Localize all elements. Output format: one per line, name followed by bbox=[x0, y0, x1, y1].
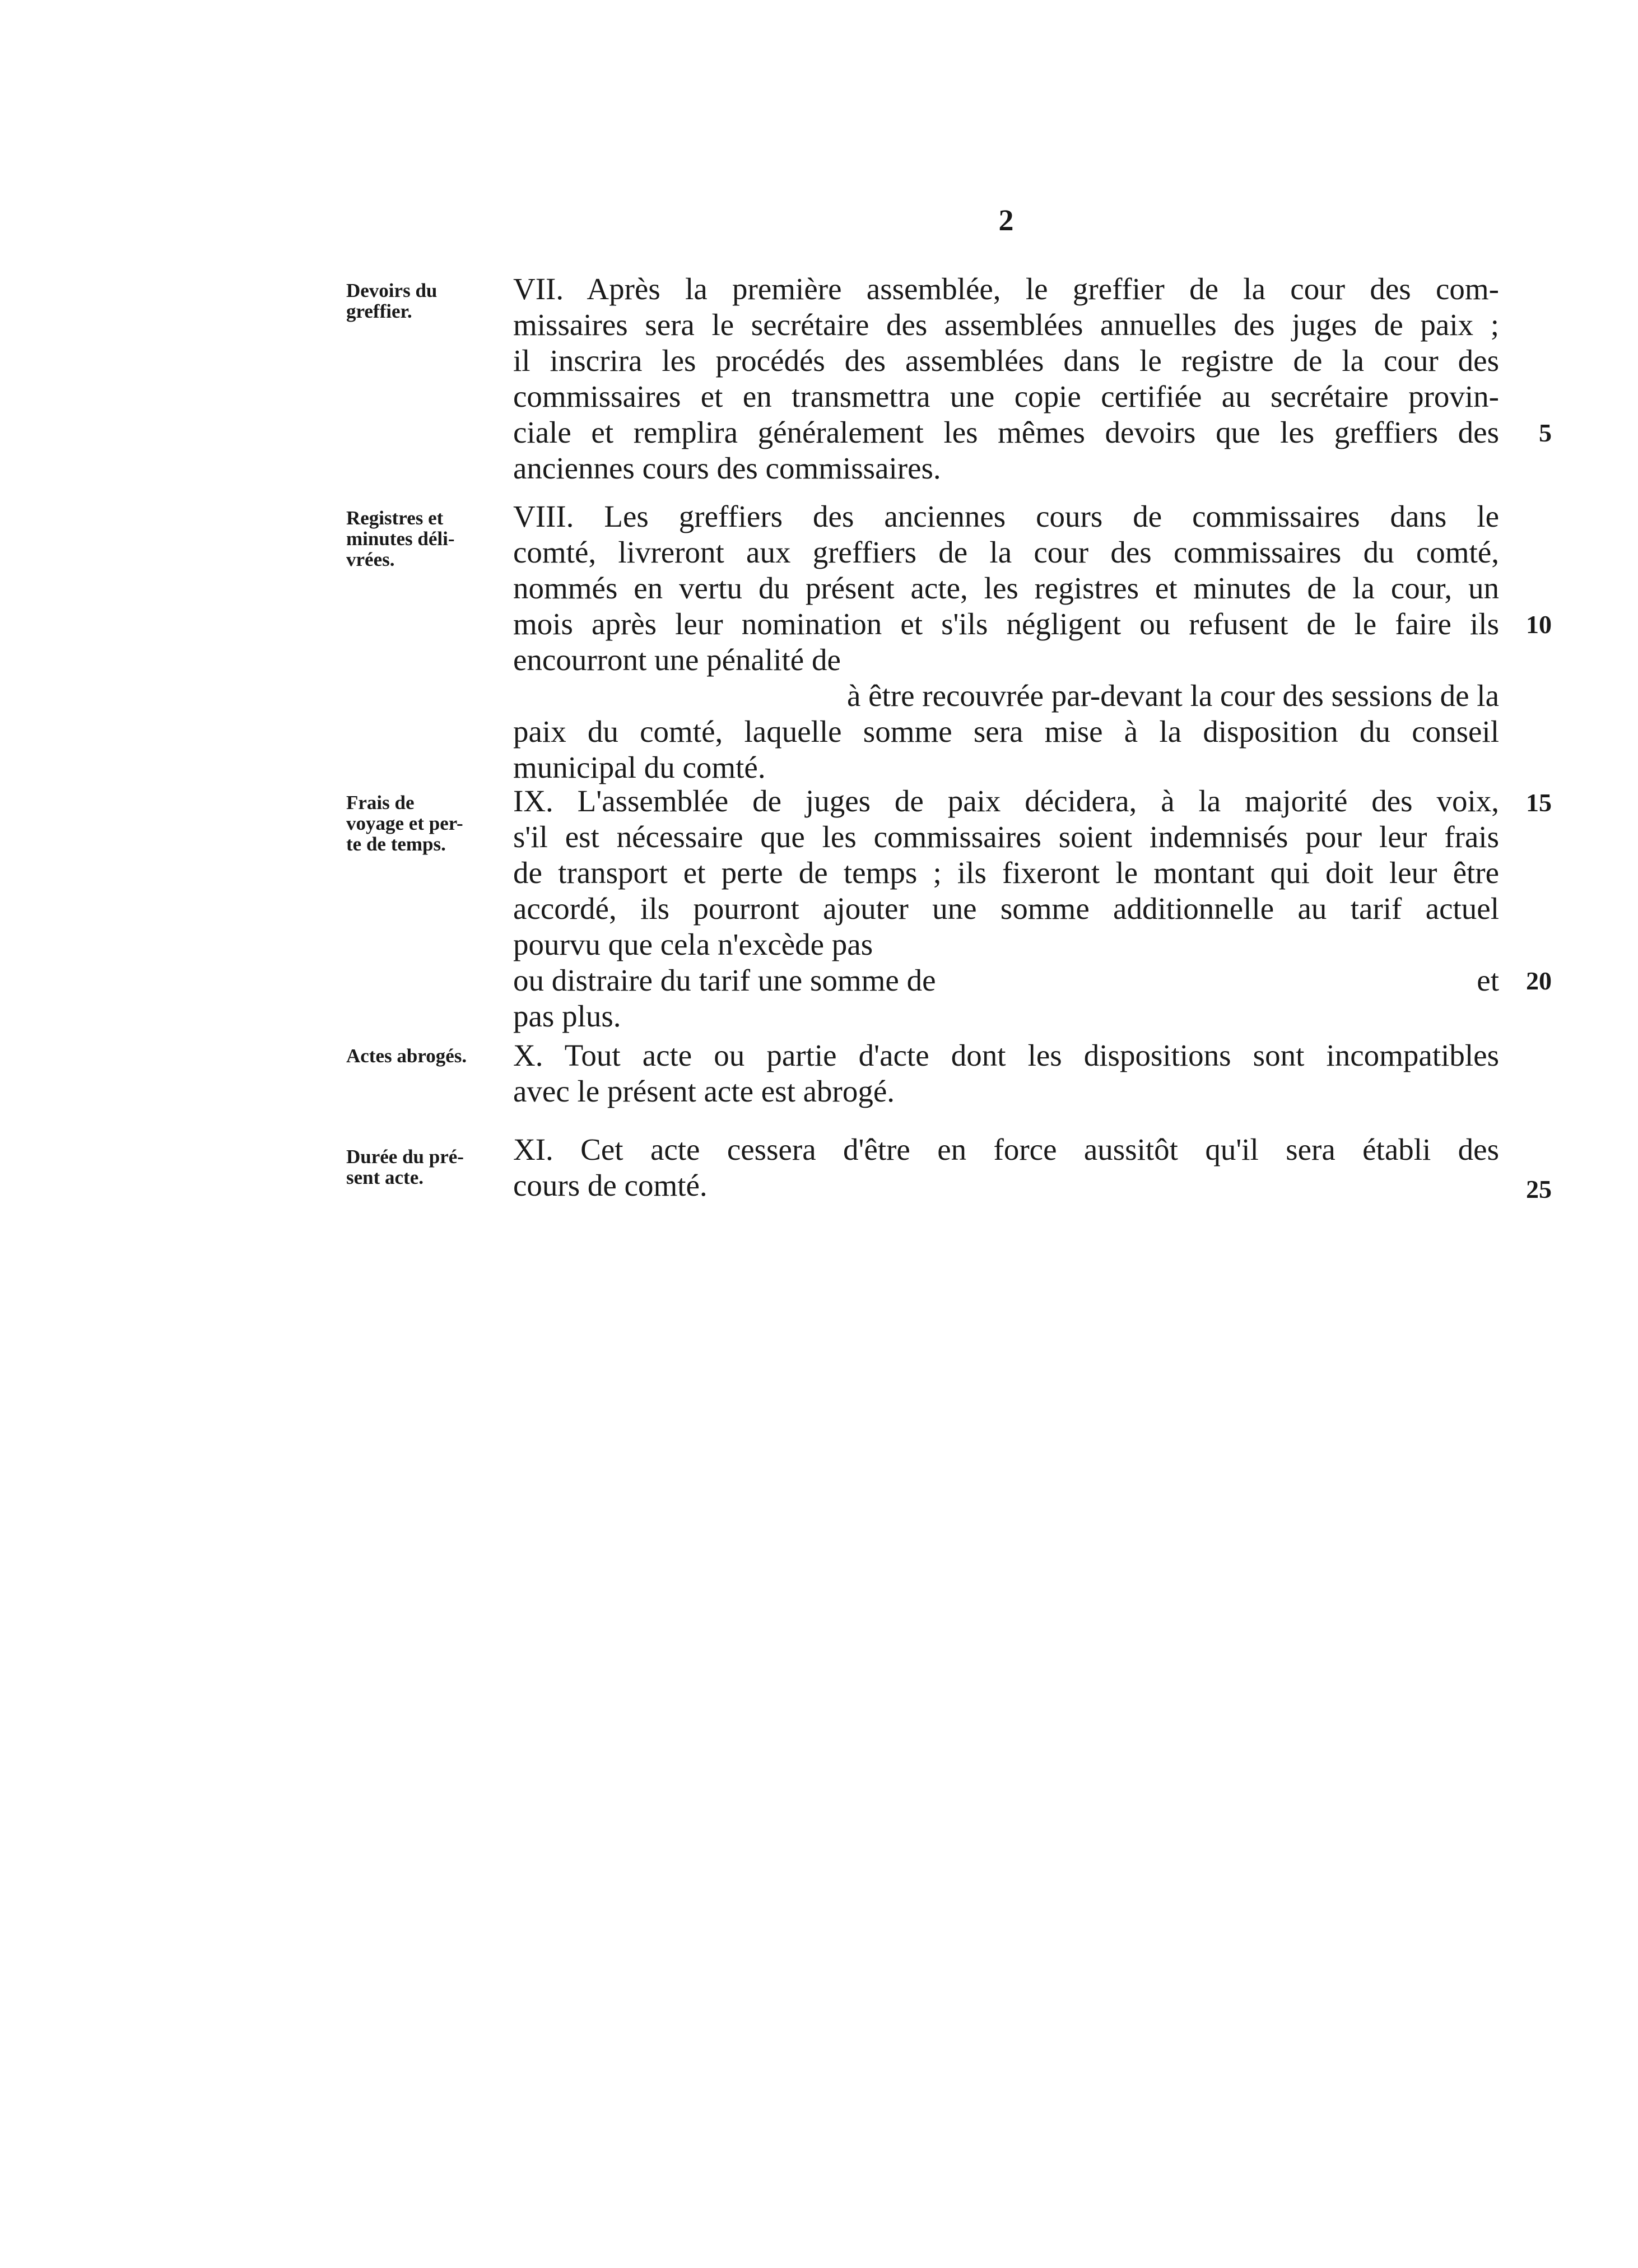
margin-note-x bbox=[346, 1045, 492, 1066]
margin-note-line: Devoirs du bbox=[346, 280, 438, 301]
line-number: 15 bbox=[1526, 788, 1552, 817]
text-line: VII. Après la première assemblée, le greffier de la cour des com- bbox=[513, 272, 1499, 306]
margin-note-vii bbox=[346, 280, 492, 322]
margin-note-line: Frais de bbox=[346, 792, 415, 814]
page-number: 2 bbox=[998, 203, 1014, 237]
text-line: missaires sera le secrétaire des assemblées annuelles des juges de paix ; bbox=[513, 308, 1499, 342]
text-line: nommés en vertu du présent acte, les registres et minutes de la cour, un bbox=[513, 571, 1499, 605]
margin-note-line: greffier. bbox=[346, 300, 412, 322]
text-line: paix du comté, laquelle somme sera mise à la disposition du conseil bbox=[513, 714, 1499, 749]
margin-note-line: voyage et per- bbox=[346, 812, 463, 834]
margin-note-line: Registres et bbox=[346, 507, 444, 529]
text-line: anciennes cours des commissaires. bbox=[513, 451, 941, 485]
text-line: commissaires et en transmettra une copie certifiée au secrétaire provin- bbox=[513, 379, 1499, 413]
text-fragment: et bbox=[1477, 963, 1499, 997]
text-line: il inscrira les procédés des assemblées dans le registre de la cour des bbox=[513, 343, 1499, 378]
margin-note-line: minutes déli- bbox=[346, 528, 455, 550]
text-line: de transport et perte de temps ; ils fixeront le montant qui doit leur être bbox=[513, 856, 1499, 890]
text-line: XI. Cet acte cessera d'être en force aussitôt qu'il sera établi des bbox=[513, 1132, 1499, 1166]
text-line: mois après leur nomination et s'ils négligent ou refusent de le faire ils bbox=[513, 607, 1499, 641]
text-line: VIII. Les greffiers des anciennes cours de commissaires dans le bbox=[513, 499, 1499, 533]
line-number: 10 bbox=[1526, 610, 1552, 639]
text-fragment: à être recouvrée par-devant la cour des sessions de la bbox=[846, 678, 1499, 713]
text-line: s'il est nécessaire que les commissaires soient indemnisés pour leur frais bbox=[513, 820, 1499, 854]
text-line: encourront une pénalité de bbox=[513, 643, 841, 677]
text-line-indented bbox=[513, 678, 1499, 714]
text-line-split bbox=[513, 963, 1499, 998]
text-line: accordé, ils pourront ajouter une somme additionnelle au tarif actuel bbox=[513, 891, 1499, 926]
line-number: 25 bbox=[1526, 1175, 1552, 1203]
margin-note-line: vrées. bbox=[346, 549, 395, 570]
text-fragment: ou distraire du tarif une somme de bbox=[513, 963, 936, 997]
text-line: comté, livreront aux greffiers de la cour des commissaires du comté, bbox=[513, 535, 1499, 569]
margin-note-xi bbox=[346, 1146, 492, 1188]
text-line: pourvu que cela n'excède pas bbox=[513, 927, 873, 961]
text-line: municipal du comté. bbox=[513, 750, 766, 784]
line-number: 5 bbox=[1539, 419, 1552, 447]
text-line: ciale et remplira généralement les mêmes devoirs que les greffiers des bbox=[513, 415, 1499, 449]
text-line: pas plus. bbox=[513, 999, 621, 1033]
text-line: IX. L'assemblée de juges de paix décidera, à la majorité des voix, bbox=[513, 784, 1499, 818]
margin-note-line: Durée du pré- bbox=[346, 1146, 464, 1168]
line-number: 20 bbox=[1526, 966, 1552, 995]
margin-note-viii bbox=[346, 508, 492, 570]
margin-note-line: sent acte. bbox=[346, 1166, 424, 1188]
margin-note-line: Actes abrogés. bbox=[346, 1045, 467, 1067]
text-line: cours de comté. bbox=[513, 1168, 708, 1202]
text-line: avec le présent acte est abrogé. bbox=[513, 1074, 895, 1108]
margin-note-ix bbox=[346, 792, 492, 854]
margin-note-line: te de temps. bbox=[346, 833, 446, 855]
text-line: X. Tout acte ou partie d'acte dont les dispositions sont incompatibles bbox=[513, 1038, 1499, 1072]
